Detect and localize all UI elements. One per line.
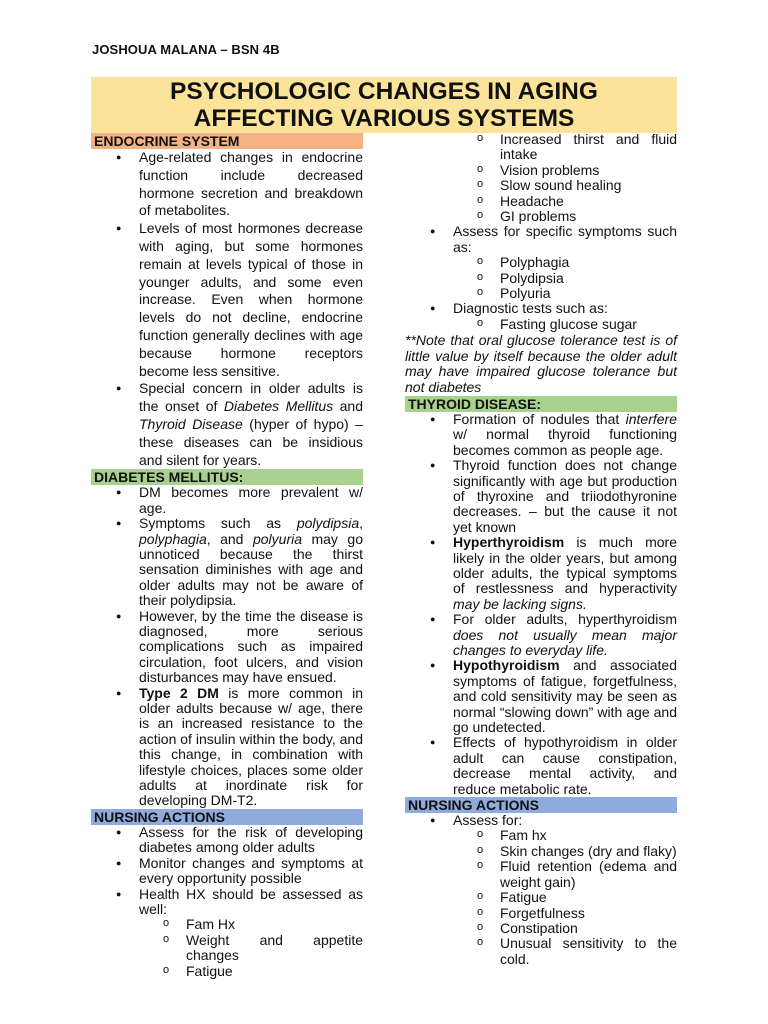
nursing-actions-header: NURSING ACTIONS [91,809,363,825]
list-item: ● Thyroid function does not change significantly with age but production of thyroxine and triiodothyronine decreases. – but the cause it not yet known [405,458,677,535]
left-column [91,133,363,979]
sub-list-item: o Increased thirst and fluid intake [405,132,677,163]
thyroid-list [405,412,677,797]
sub-list-item: o Fluid retention (edema and weight gain) [405,859,677,890]
text-italic: polyuria [252,530,302,547]
list-item [405,658,677,735]
list-item: ● Health HX should be assessed as well: [91,887,363,918]
sub-list-item: o Forgetfulness [405,906,677,921]
text: is more common in older adults because w/ age, there is an increased resistance to the action of insulin within the body, and this change, in combination with lifestyle choices, places some older adults at inordinate risk for developing DM-T2. [139,684,363,809]
text-bold: Hyperthyroidism [453,534,565,551]
endocrine-system-header: ENDOCRINE SYSTEM [91,133,363,149]
text-italic: may be lacking signs. [453,595,587,612]
sub-list-item: o Skin changes (dry and flaky) [405,844,677,859]
list-item [405,412,677,458]
text-italic: Diabetes Mellitus [223,398,334,415]
list-item: ● Assess for specific symptoms such as: [405,224,677,255]
text: may go unnoticed because the thirst sensation diminishes with age and older adults may not be aware of their polydipsia. [139,530,363,609]
list-item: ● Monitor changes and symptoms at every opportunity possible [91,856,363,887]
text-italic: does not usually mean major changes to everyday life. [453,626,677,658]
text: Special concern in older adults is the onset of [139,380,363,415]
text: and [333,398,363,415]
text: w/ normal thyroid functioning becomes common as people age. [453,426,677,458]
health-hx-continued-list [405,132,677,332]
endocrine-list [91,149,363,469]
list-item: ● Assess for the risk of developing diabetes among older adults [91,825,363,856]
sub-list-item: o Fam Hx [91,917,363,932]
list-item [91,516,363,608]
text-italic: Thyroid Disease [139,415,243,432]
thyroid-nursing-list [405,813,677,967]
sub-list-item: o Fam hx [405,828,677,843]
text: and associated symptoms of fatigue, forgetfulness, and cold sensitivity may be seen as [453,657,677,705]
sub-list-item: o Headache [405,194,677,209]
list-item: ● Diagnostic tests such as: [405,301,677,316]
text: is much more likely in the older years, but among older adults, the typical symptoms of restlessness and hyperactivity [453,534,677,597]
list-item: ● DM becomes more prevalent w/ age. [91,485,363,516]
sub-list-item: o Polyuria [405,286,677,301]
list-item [405,612,677,658]
sub-list-item: o Unusual sensitivity to the cold. [405,936,677,967]
sub-list-item: o Vision problems [405,163,677,178]
right-column [405,132,677,967]
sub-list-item: o Weight and appetite changes [91,933,363,964]
text: normal “slowing down” with age [453,703,650,720]
text: Symptoms such as [139,515,297,532]
text: (hyper of hypo) – these diseases can be insidious and silent for years. [139,415,363,468]
sub-list-item: o GI problems [405,209,677,224]
sub-list-item: o Fatigue [91,964,363,979]
sub-list-item: o Fatigue [405,890,677,905]
text-bold: Hypothyroidism [453,657,560,674]
list-item [91,380,363,469]
nursing-actions-header-2: NURSING ACTIONS [405,797,677,813]
title-line-1: PSYCHOLOGIC CHANGES IN AGING [170,78,598,105]
thyroid-disease-header: THYROID DISEASE: [405,396,677,412]
text-bold: Type 2 DM [139,684,219,701]
text: and go undetected. [453,703,678,736]
author-line: JOSHOUA MALANA – BSN 4B [92,42,280,57]
text: For older adults, hyperthyroidism [453,611,677,628]
list-item: ● Age-related changes in endocrine function include decreased hormone secretion and breakdown of metabolites. [91,149,363,220]
list-item: ● Effects of hypothyroidism in older adult can cause constipation, decrease mental activity, and reduce metabolic rate. [405,735,677,797]
sub-list-item: o Polydipsia [405,271,677,286]
diabetes-list [91,485,363,809]
page-title [91,77,677,133]
text: Formation of nodules that [453,410,626,427]
list-item: ● Levels of most hormones decrease with aging, but some hormones remain at levels typical of those in younger adults, and some even increase. Even when hormone levels do not decline, endocrine function generally declines with age because hormone receptors become less sensitive. [91,220,363,380]
list-item [405,535,677,612]
list-item: ● However, by the time the disease is diagnosed, more serious complications such as impaired circulation, foot ulcers, and vision disturbances may have ensued. [91,609,363,686]
sub-list-item: o Fasting glucose sugar [405,317,677,332]
text-italic: polyphagia [139,530,207,547]
diabetes-mellitus-header: DIABETES MELLITUS: [91,469,363,485]
sub-list-item: o Slow sound healing [405,178,677,193]
sub-list-item: o Polyphagia [405,255,677,270]
text-italic: interfere [625,410,677,427]
list-item: ● Assess for: [405,813,677,828]
title-line-2: AFFECTING VARIOUS SYSTEMS [193,105,575,132]
text-italic: polydipsia [296,515,360,532]
sub-list-item: o Constipation [405,921,677,936]
glucose-note: **Note that oral glucose tolerance test is of little value by itself because the older adult may have impaired glucose tolerance but not diabetes [405,332,677,395]
text: , [359,515,363,532]
text: , and [206,530,253,547]
list-item [91,686,363,809]
nursing-actions-list [91,825,363,979]
